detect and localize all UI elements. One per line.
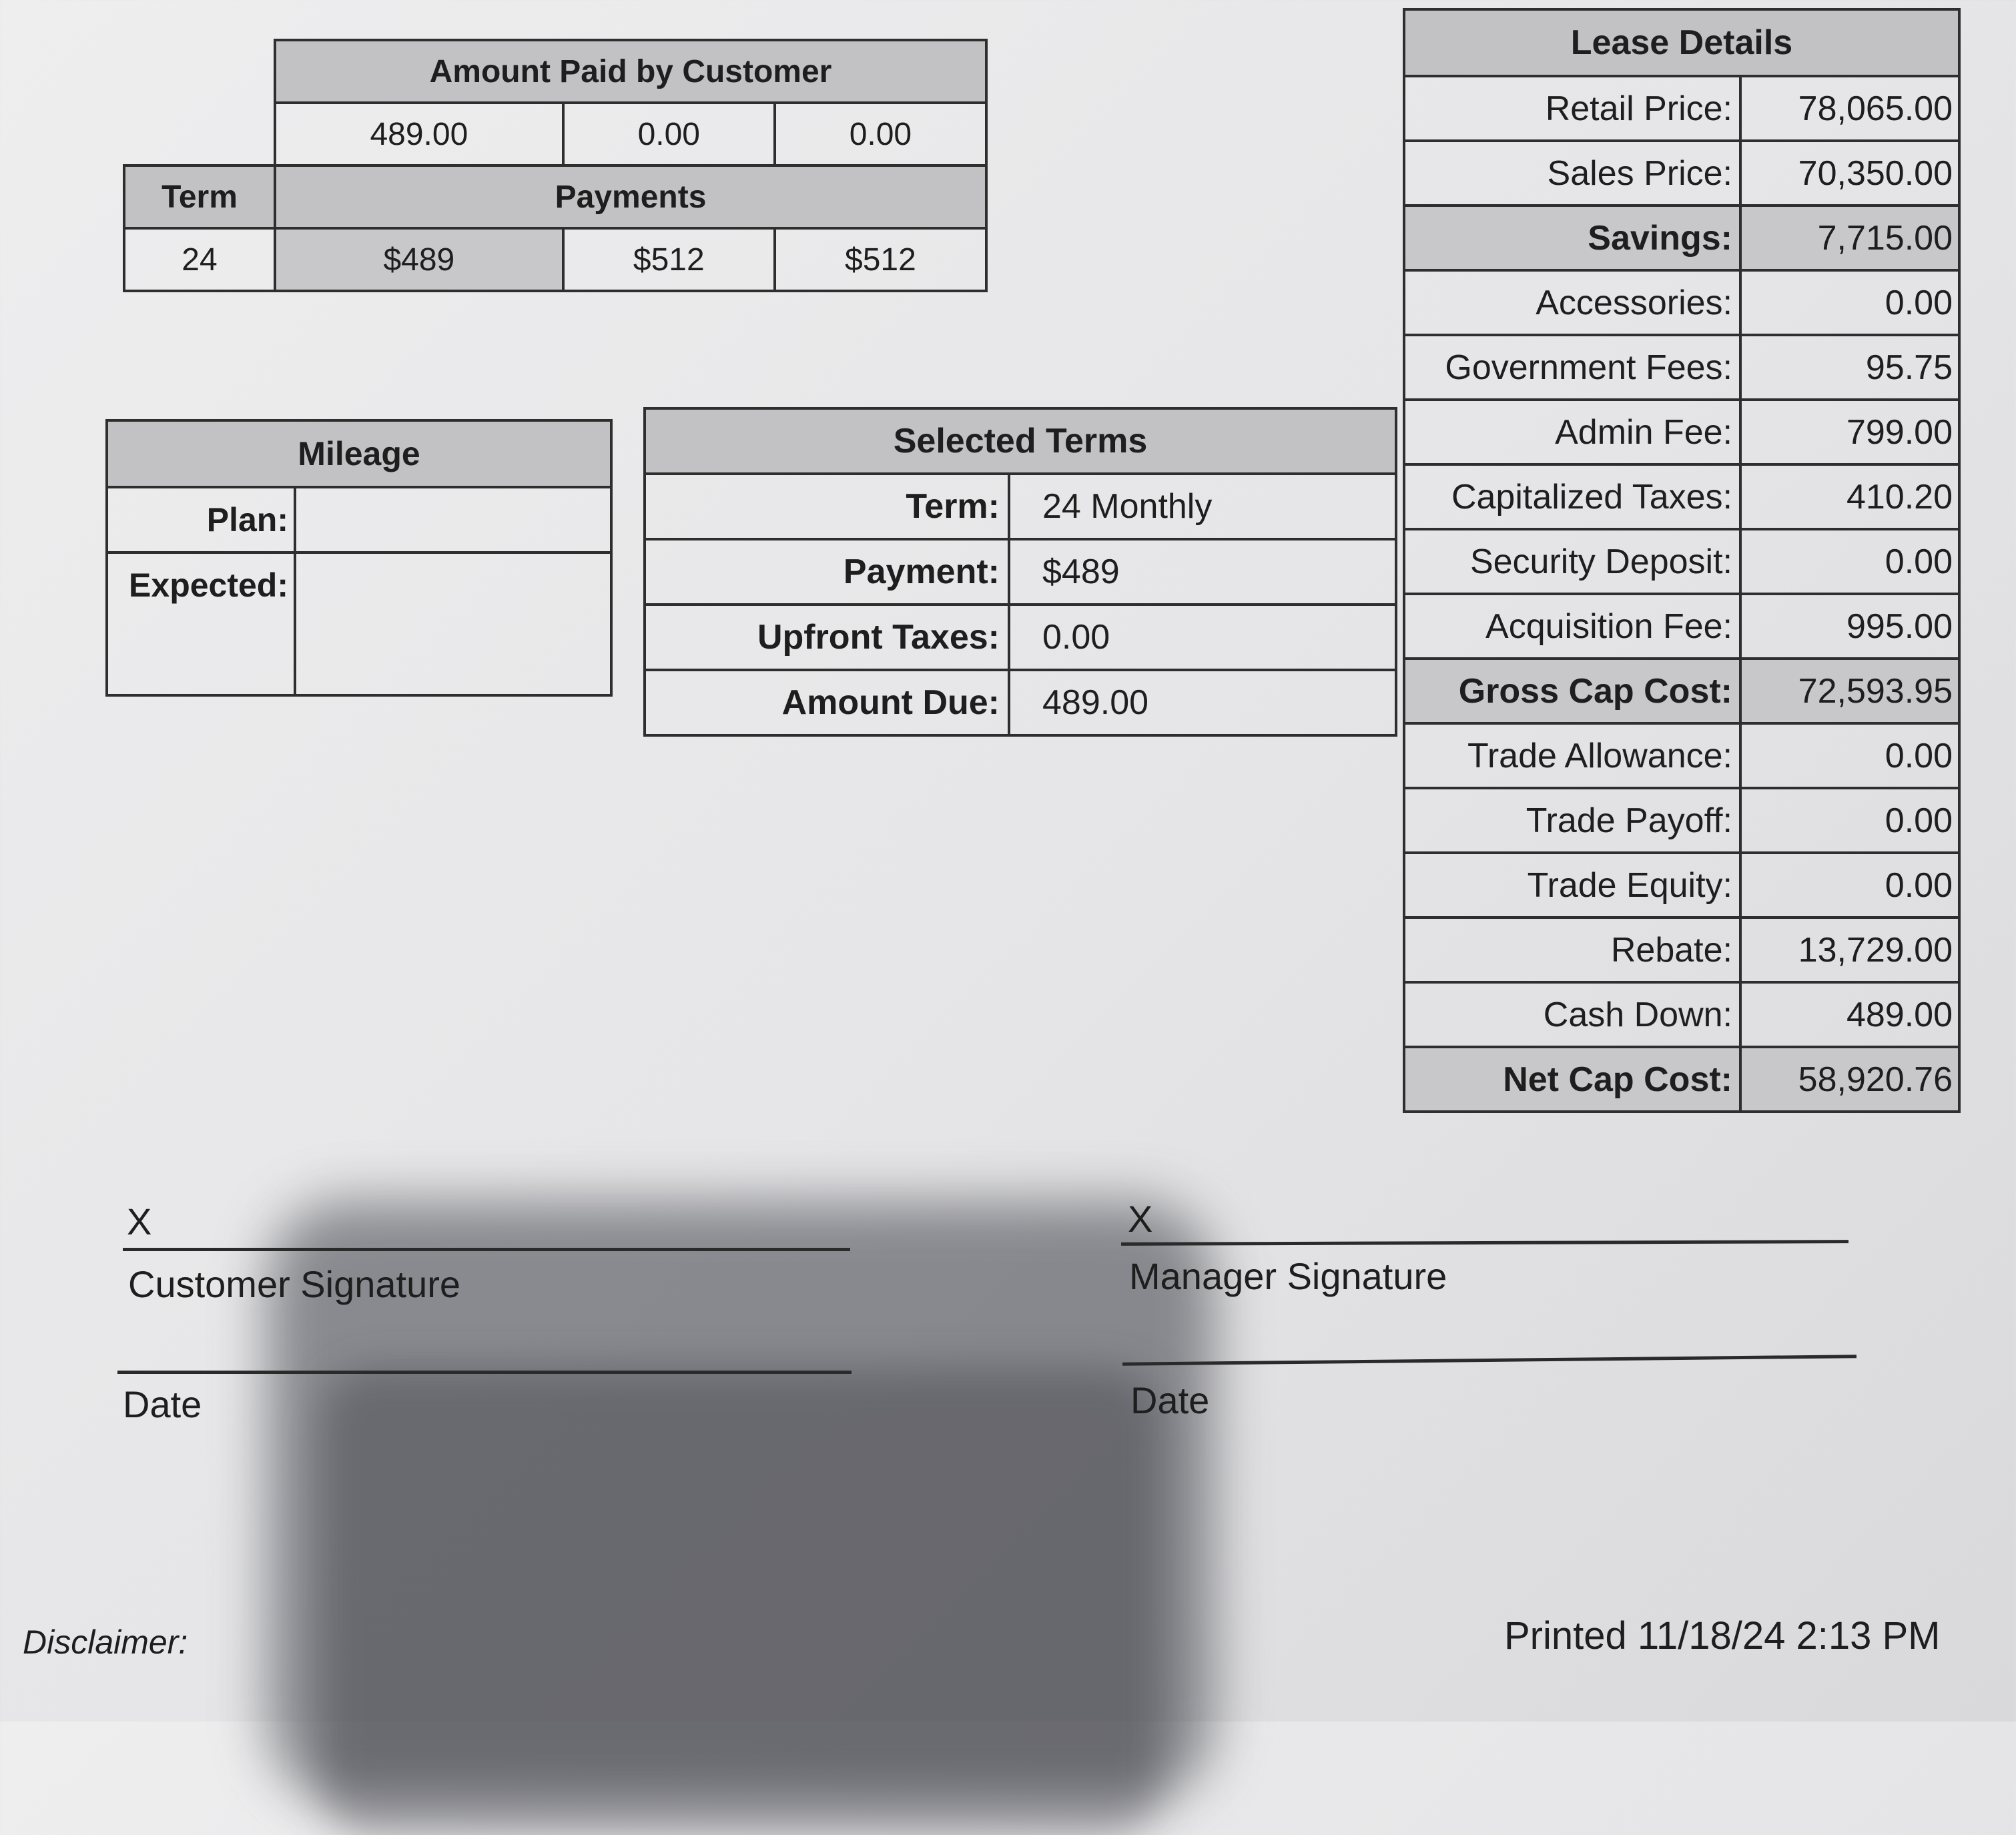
lease-row-value: 78,065.00 bbox=[1740, 76, 1959, 141]
lease-row-value: 0.00 bbox=[1740, 788, 1959, 853]
manager-signature-label: Manager Signature bbox=[1129, 1255, 1447, 1297]
mileage-table bbox=[105, 419, 613, 697]
selected-terms-table bbox=[643, 407, 1397, 737]
lease-row-label: Accessories: bbox=[1404, 270, 1740, 335]
payment-option-selected: $489 bbox=[275, 228, 563, 291]
lease-row bbox=[1404, 853, 1959, 918]
lease-row bbox=[1404, 400, 1959, 464]
lease-row bbox=[1404, 982, 1959, 1047]
lease-row bbox=[1404, 529, 1959, 594]
lease-row bbox=[1404, 76, 1959, 141]
lease-row bbox=[1404, 335, 1959, 400]
mileage-expected-value bbox=[295, 553, 611, 695]
lease-row-label: Savings: bbox=[1404, 206, 1740, 270]
manager-signature-line[interactable] bbox=[1121, 1240, 1849, 1246]
selected-terms-row bbox=[645, 539, 1396, 605]
customer-date-line[interactable] bbox=[117, 1371, 852, 1374]
payment-value: $489 bbox=[1009, 539, 1396, 605]
amount-paid-value: 0.00 bbox=[775, 103, 986, 165]
lease-row-value: 489.00 bbox=[1740, 982, 1959, 1047]
lease-row bbox=[1404, 723, 1959, 788]
customer-signature-label: Customer Signature bbox=[128, 1263, 461, 1305]
lease-row-label: Rebate: bbox=[1404, 918, 1740, 982]
lease-row-label: Sales Price: bbox=[1404, 141, 1740, 206]
lease-row bbox=[1404, 788, 1959, 853]
disclaimer-label: Disclaimer: bbox=[23, 1623, 188, 1661]
amount-paid-value: 489.00 bbox=[275, 103, 563, 165]
lease-row bbox=[1404, 270, 1959, 335]
lease-row-value: 70,350.00 bbox=[1740, 141, 1959, 206]
amount-due-label: Amount Due: bbox=[645, 670, 1009, 735]
manager-signature-x: X bbox=[1128, 1198, 1153, 1240]
term-value: 24 Monthly bbox=[1009, 474, 1396, 539]
lease-row-savings bbox=[1404, 206, 1959, 270]
term-label: Term: bbox=[645, 474, 1009, 539]
payment-option: $512 bbox=[775, 228, 986, 291]
selected-terms-row bbox=[645, 474, 1396, 539]
lease-row-label: Retail Price: bbox=[1404, 76, 1740, 141]
lease-row-net-cap-cost bbox=[1404, 1047, 1959, 1112]
upfront-taxes-value: 0.00 bbox=[1009, 605, 1396, 670]
lease-row-value: 7,715.00 bbox=[1740, 206, 1959, 270]
lease-row-label: Security Deposit: bbox=[1404, 529, 1740, 594]
lease-row bbox=[1404, 594, 1959, 659]
lease-details-table bbox=[1403, 8, 1961, 1113]
term-header: Term bbox=[124, 165, 275, 228]
mileage-plan-label: Plan: bbox=[107, 487, 295, 553]
lease-row-value: 410.20 bbox=[1740, 464, 1959, 529]
lease-row-value: 0.00 bbox=[1740, 529, 1959, 594]
amount-paid-value: 0.00 bbox=[563, 103, 775, 165]
lease-row bbox=[1404, 141, 1959, 206]
manager-date-label: Date bbox=[1130, 1379, 1210, 1421]
mileage-title: Mileage bbox=[107, 420, 611, 487]
mileage-expected-label: Expected: bbox=[107, 553, 295, 695]
lease-row-label: Trade Payoff: bbox=[1404, 788, 1740, 853]
lease-row-label: Government Fees: bbox=[1404, 335, 1740, 400]
lease-row-label: Capitalized Taxes: bbox=[1404, 464, 1740, 529]
lease-row-value: 58,920.76 bbox=[1740, 1047, 1959, 1112]
lease-row bbox=[1404, 464, 1959, 529]
payment-option: $512 bbox=[563, 228, 775, 291]
lease-row-label: Gross Cap Cost: bbox=[1404, 659, 1740, 723]
payment-label: Payment: bbox=[645, 539, 1009, 605]
lease-row bbox=[1404, 918, 1959, 982]
selected-terms-title: Selected Terms bbox=[645, 408, 1396, 474]
lease-row-value: 0.00 bbox=[1740, 270, 1959, 335]
lease-row-value: 0.00 bbox=[1740, 853, 1959, 918]
selected-terms-row bbox=[645, 605, 1396, 670]
lease-row-label: Cash Down: bbox=[1404, 982, 1740, 1047]
payments-header: Payments bbox=[275, 165, 986, 228]
selected-terms-row bbox=[645, 670, 1396, 735]
lease-row-value: 95.75 bbox=[1740, 335, 1959, 400]
lease-row-label: Trade Allowance: bbox=[1404, 723, 1740, 788]
manager-date-line[interactable] bbox=[1122, 1355, 1857, 1366]
amount-due-value: 489.00 bbox=[1009, 670, 1396, 735]
amount-paid-table bbox=[123, 39, 988, 292]
lease-row-label: Acquisition Fee: bbox=[1404, 594, 1740, 659]
lease-details-title: Lease Details bbox=[1404, 9, 1959, 76]
lease-row-value: 13,729.00 bbox=[1740, 918, 1959, 982]
lease-row-label: Net Cap Cost: bbox=[1404, 1047, 1740, 1112]
mileage-plan-value bbox=[295, 487, 611, 553]
lease-row-label: Admin Fee: bbox=[1404, 400, 1740, 464]
term-value: 24 bbox=[124, 228, 275, 291]
lease-row-value: 72,593.95 bbox=[1740, 659, 1959, 723]
amount-paid-title: Amount Paid by Customer bbox=[275, 40, 986, 103]
customer-signature-x: X bbox=[127, 1200, 152, 1242]
upfront-taxes-label: Upfront Taxes: bbox=[645, 605, 1009, 670]
lease-row-value: 0.00 bbox=[1740, 723, 1959, 788]
hand-shadow-core bbox=[320, 1368, 1161, 1835]
printed-timestamp: Printed 11/18/24 2:13 PM bbox=[1504, 1614, 1941, 1658]
lease-row-value: 995.00 bbox=[1740, 594, 1959, 659]
customer-date-label: Date bbox=[123, 1383, 202, 1425]
lease-row-value: 799.00 bbox=[1740, 400, 1959, 464]
customer-signature-line[interactable] bbox=[123, 1248, 850, 1251]
lease-row-label: Trade Equity: bbox=[1404, 853, 1740, 918]
lease-row-gross-cap-cost bbox=[1404, 659, 1959, 723]
